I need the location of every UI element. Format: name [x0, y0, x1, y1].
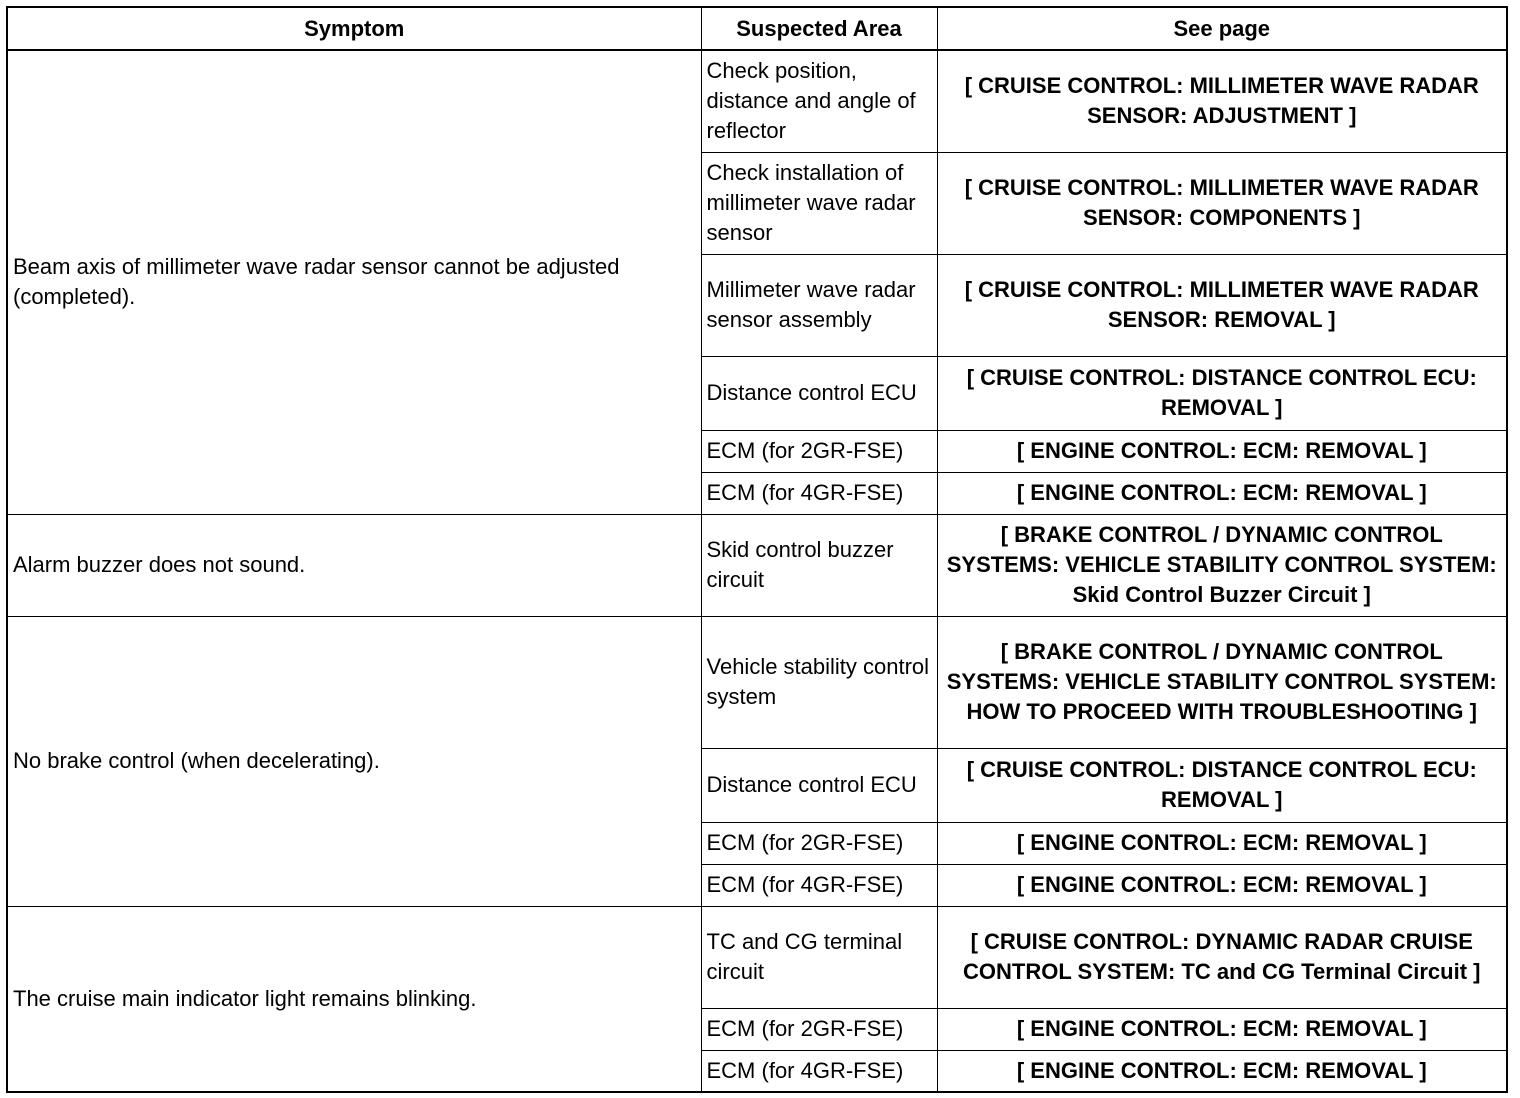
see-page-link[interactable]: [ ENGINE CONTROL: ECM: REMOVAL ] [937, 1008, 1507, 1050]
see-page-link[interactable]: [ BRAKE CONTROL / DYNAMIC CONTROL SYSTEMS: VEHICLE STABILITY CONTROL SYSTEM: HOW TO PROCEED WITH TROUBLESHOOTING ] [937, 616, 1507, 748]
header-see-page: See page [937, 7, 1507, 50]
suspected-area-cell: TC and CG terminal circuit [701, 906, 937, 1008]
see-page-link[interactable]: [ CRUISE CONTROL: DYNAMIC RADAR CRUISE CONTROL SYSTEM: TC and CG Terminal Circuit ] [937, 906, 1507, 1008]
suspected-area-cell: Distance control ECU [701, 748, 937, 822]
suspected-area-cell: ECM (for 4GR-FSE) [701, 1050, 937, 1092]
see-page-link[interactable]: [ CRUISE CONTROL: DISTANCE CONTROL ECU: REMOVAL ] [937, 748, 1507, 822]
see-page-link[interactable]: [ CRUISE CONTROL: MILLIMETER WAVE RADAR SENSOR: ADJUSTMENT ] [937, 50, 1507, 152]
table-row [7, 50, 1507, 152]
suspected-area-cell: ECM (for 2GR-FSE) [701, 822, 937, 864]
header-row [7, 7, 1507, 50]
table-row [7, 906, 1507, 1008]
suspected-area-cell: ECM (for 2GR-FSE) [701, 1008, 937, 1050]
see-page-link[interactable]: [ ENGINE CONTROL: ECM: REMOVAL ] [937, 430, 1507, 472]
symptom-table [6, 6, 1508, 1093]
see-page-link[interactable]: [ ENGINE CONTROL: ECM: REMOVAL ] [937, 1050, 1507, 1092]
symptom-cell: The cruise main indicator light remains blinking. [7, 906, 701, 1092]
see-page-link[interactable]: [ ENGINE CONTROL: ECM: REMOVAL ] [937, 822, 1507, 864]
suspected-area-cell: Check installation of millimeter wave radar sensor [701, 152, 937, 254]
see-page-link[interactable]: [ ENGINE CONTROL: ECM: REMOVAL ] [937, 472, 1507, 514]
suspected-area-cell: Distance control ECU [701, 356, 937, 430]
table-row [7, 616, 1507, 748]
see-page-link[interactable]: [ ENGINE CONTROL: ECM: REMOVAL ] [937, 864, 1507, 906]
suspected-area-cell: ECM (for 4GR-FSE) [701, 864, 937, 906]
suspected-area-cell: ECM (for 4GR-FSE) [701, 472, 937, 514]
see-page-link[interactable]: [ CRUISE CONTROL: MILLIMETER WAVE RADAR SENSOR: COMPONENTS ] [937, 152, 1507, 254]
see-page-link[interactable]: [ CRUISE CONTROL: DISTANCE CONTROL ECU: REMOVAL ] [937, 356, 1507, 430]
see-page-link[interactable]: [ BRAKE CONTROL / DYNAMIC CONTROL SYSTEMS: VEHICLE STABILITY CONTROL SYSTEM: Skid Control Buzzer Circuit ] [937, 514, 1507, 616]
table-row [7, 514, 1507, 616]
header-symptom: Symptom [7, 7, 701, 50]
suspected-area-cell: ECM (for 2GR-FSE) [701, 430, 937, 472]
symptom-cell: Beam axis of millimeter wave radar sensor cannot be adjusted (completed). [7, 50, 701, 514]
suspected-area-cell: Skid control buzzer circuit [701, 514, 937, 616]
suspected-area-cell: Millimeter wave radar sensor assembly [701, 254, 937, 356]
symptom-cell: Alarm buzzer does not sound. [7, 514, 701, 616]
symptom-cell: No brake control (when decelerating). [7, 616, 701, 906]
header-suspected-area: Suspected Area [701, 7, 937, 50]
see-page-link[interactable]: [ CRUISE CONTROL: MILLIMETER WAVE RADAR SENSOR: REMOVAL ] [937, 254, 1507, 356]
suspected-area-cell: Vehicle stability control system [701, 616, 937, 748]
suspected-area-cell: Check position, distance and angle of reflector [701, 50, 937, 152]
